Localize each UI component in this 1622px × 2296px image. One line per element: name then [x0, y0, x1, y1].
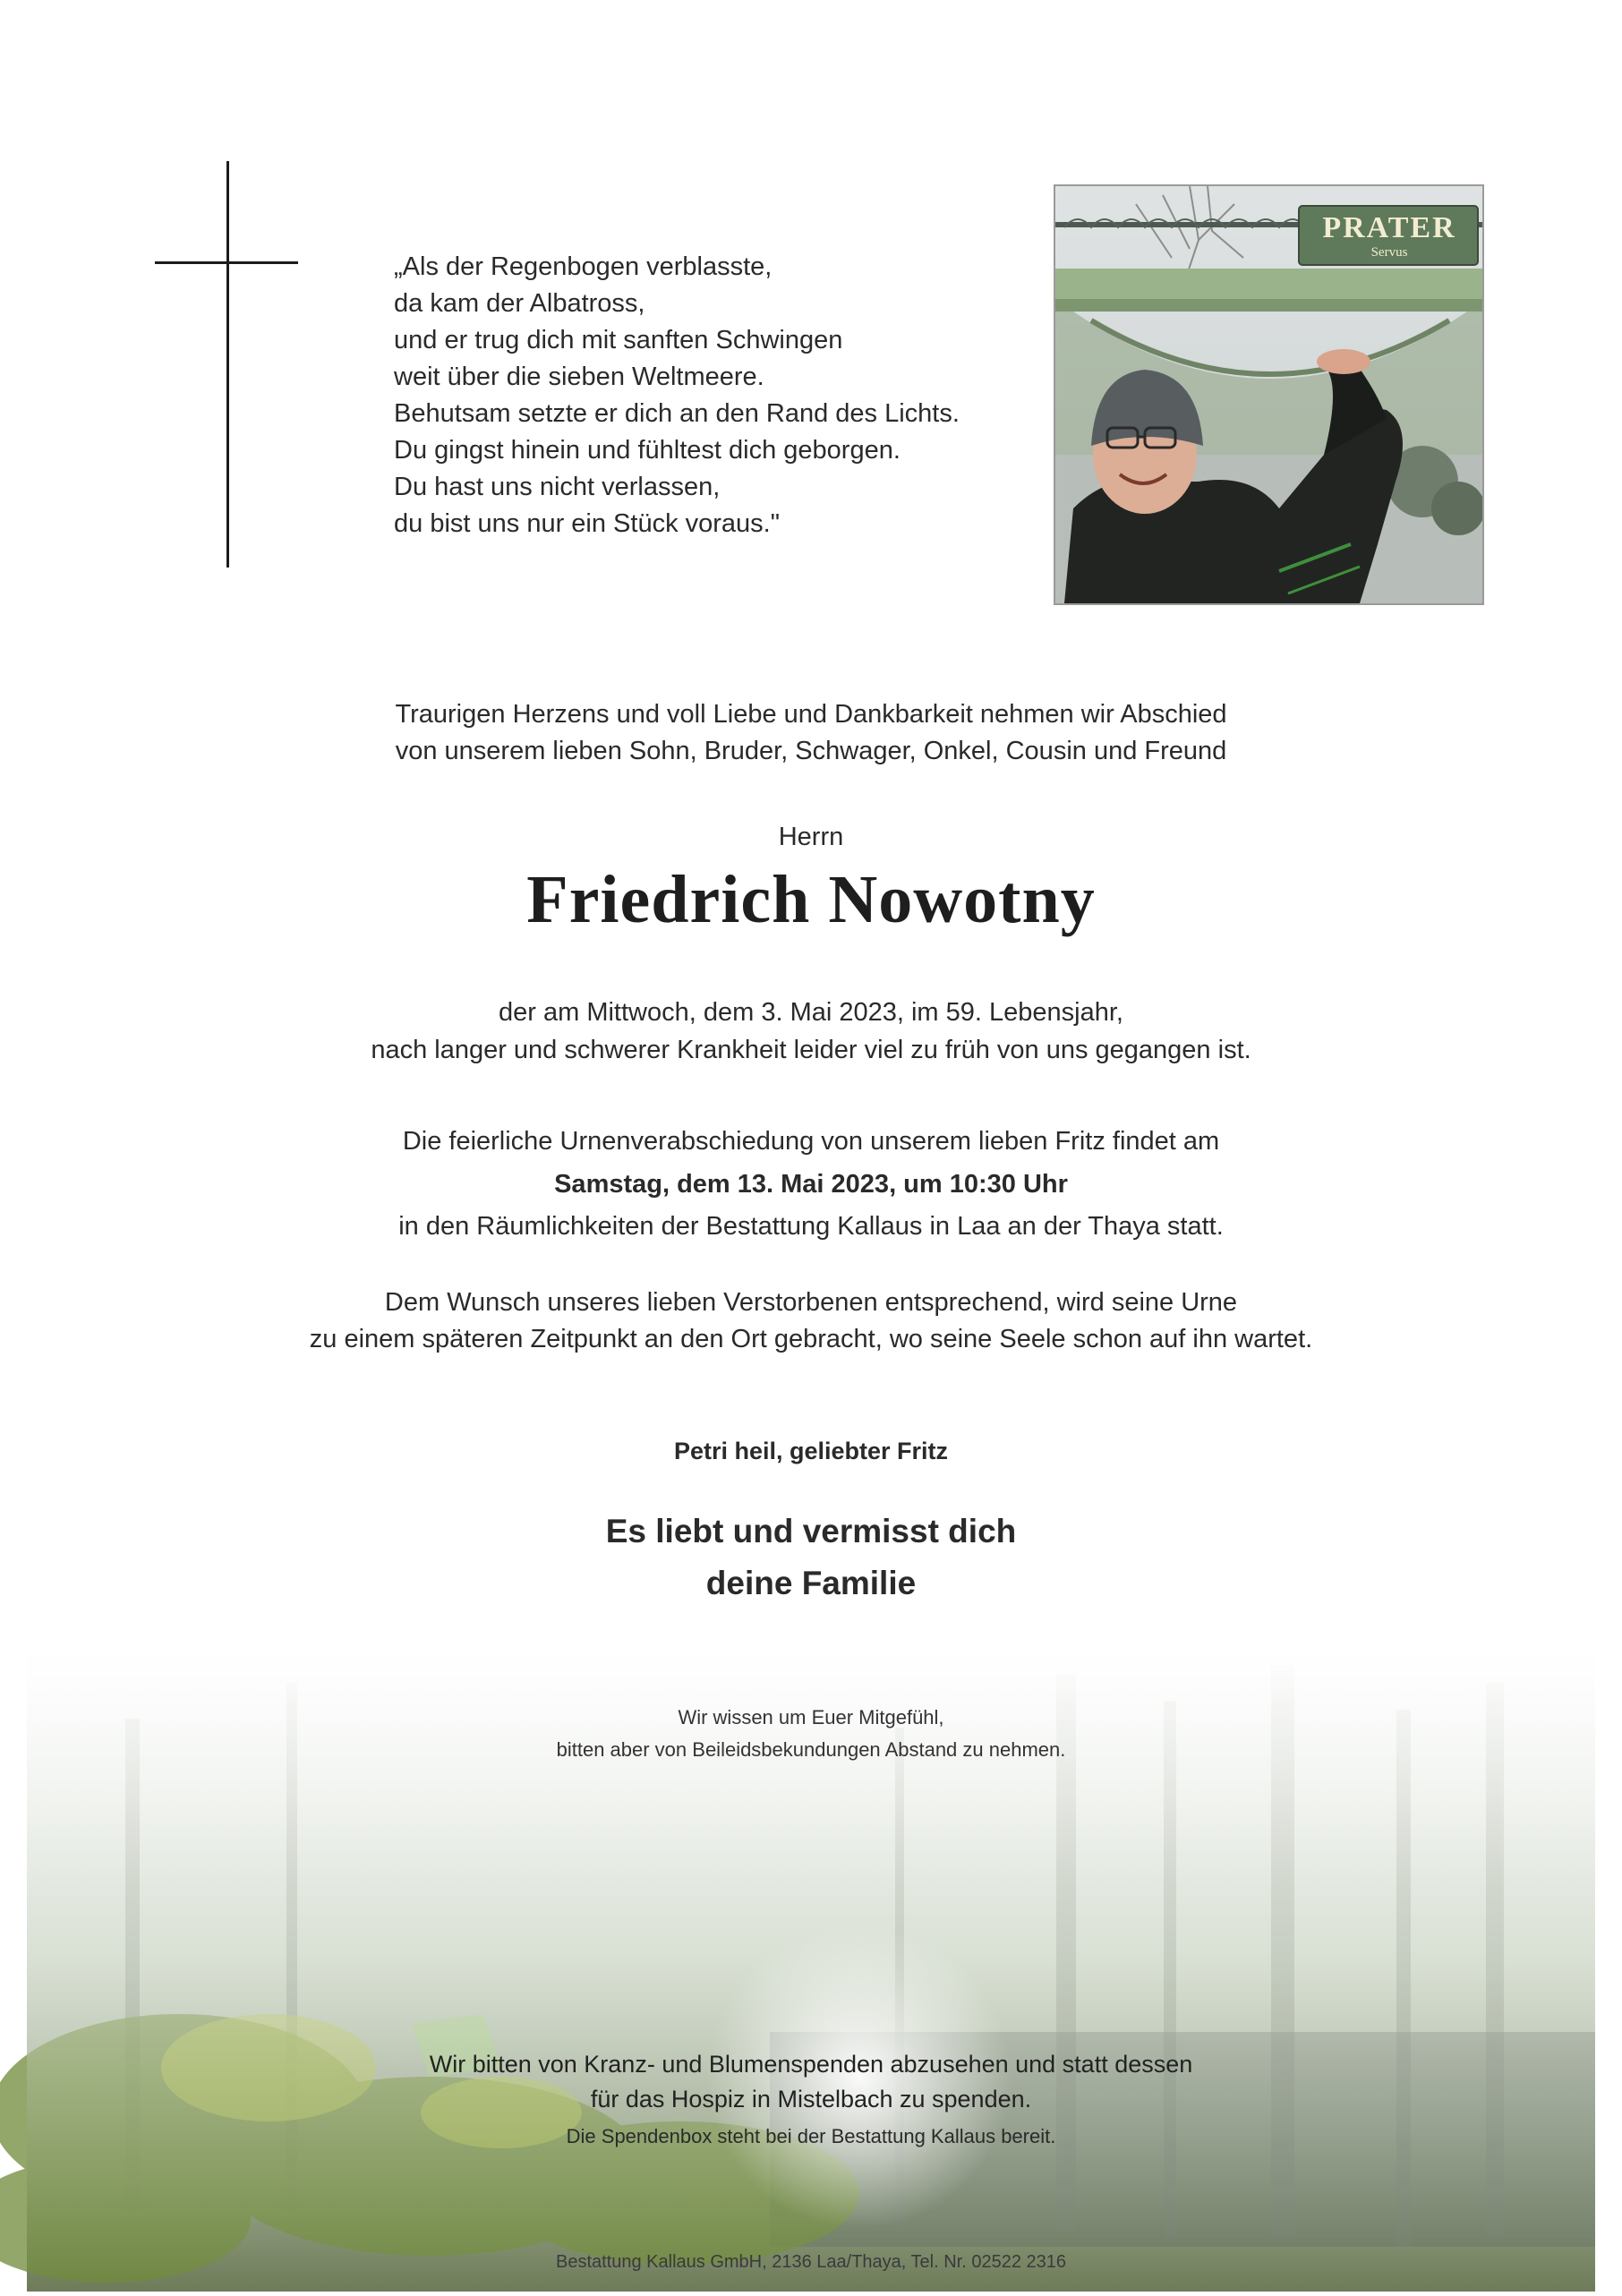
cross-icon-bar: [155, 261, 298, 264]
intro-line: von unserem lieben Sohn, Bruder, Schwager, Onkel, Cousin und Freund: [395, 737, 1227, 765]
salutation: Herrn: [778, 823, 844, 851]
ceremony-date: Samstag, dem 13. Mai 2023, um 10:30 Uhr: [554, 1170, 1068, 1199]
sign-prater: PRATER: [1322, 211, 1456, 244]
ceremony-line: in den Räumlichkeiten der Bestattung Kallaus in Laa an der Thaya statt.: [398, 1212, 1224, 1241]
portrait-photo: [1054, 184, 1484, 605]
poem-line: du bist uns nur ein Stück voraus.": [394, 509, 781, 538]
poem-line: und er trug dich mit sanften Schwingen: [394, 326, 843, 354]
cross-icon: [226, 161, 229, 568]
donation-line: Wir bitten von Kranz- und Blumenspenden abzusehen und statt dessen: [429, 2051, 1193, 2078]
donation-line: für das Hospiz in Mistelbach zu spenden.: [590, 2086, 1032, 2112]
poem-line: da kam der Albatross,: [394, 289, 645, 318]
condolence-line: bitten aber von Beileidsbekundungen Abstand zu nehmen.: [556, 1738, 1066, 1761]
closing-line: Es liebt und vermisst dich: [605, 1513, 1017, 1549]
funeral-home-footer: Bestattung Kallaus GmbH, 2136 Laa/Thaya, Tel. Nr. 02522 2316: [556, 2252, 1066, 2272]
death-line: der am Mittwoch, dem 3. Mai 2023, im 59. Lebensjahr,: [499, 998, 1123, 1027]
poem-line: Du hast uns nicht verlassen,: [394, 473, 721, 501]
condolence-line: Wir wissen um Euer Mitgefühl,: [678, 1706, 944, 1728]
donation-line: Die Spendenbox steht bei der Bestattung Kallaus bereit.: [566, 2125, 1056, 2147]
poem-line: Du gingst hinein und fühltest dich geborgen.: [394, 436, 901, 465]
poem-line: weit über die sieben Weltmeere.: [394, 363, 764, 391]
closing-line: deine Familie: [705, 1565, 917, 1601]
sign-servus: Servus: [1370, 245, 1408, 260]
ceremony-line: Die feierliche Urnenverabschiedung von unserem lieben Fritz findet am: [402, 1127, 1220, 1156]
intro-line: Traurigen Herzens und voll Liebe und Dankbarkeit nehmen wir Abschied: [395, 700, 1227, 729]
deceased-name: Friedrich Nowotny: [526, 862, 1096, 937]
wish-line: Dem Wunsch unseres lieben Verstorbenen entsprechend, wird seine Urne: [384, 1288, 1238, 1317]
petri-line: Petri heil, geliebter Fritz: [673, 1438, 949, 1464]
wish-line: zu einem späteren Zeitpunkt an den Ort gebracht, wo seine Seele schon auf ihn wartet.: [309, 1325, 1313, 1353]
poem-line: „Als der Regenbogen verblasste,: [394, 252, 773, 281]
poem-line: Behutsam setzte er dich an den Rand des Lichts.: [394, 399, 960, 428]
poem: [394, 249, 1110, 542]
death-line: nach langer und schwerer Krankheit leider viel zu früh von uns gegangen ist.: [371, 1036, 1251, 1064]
